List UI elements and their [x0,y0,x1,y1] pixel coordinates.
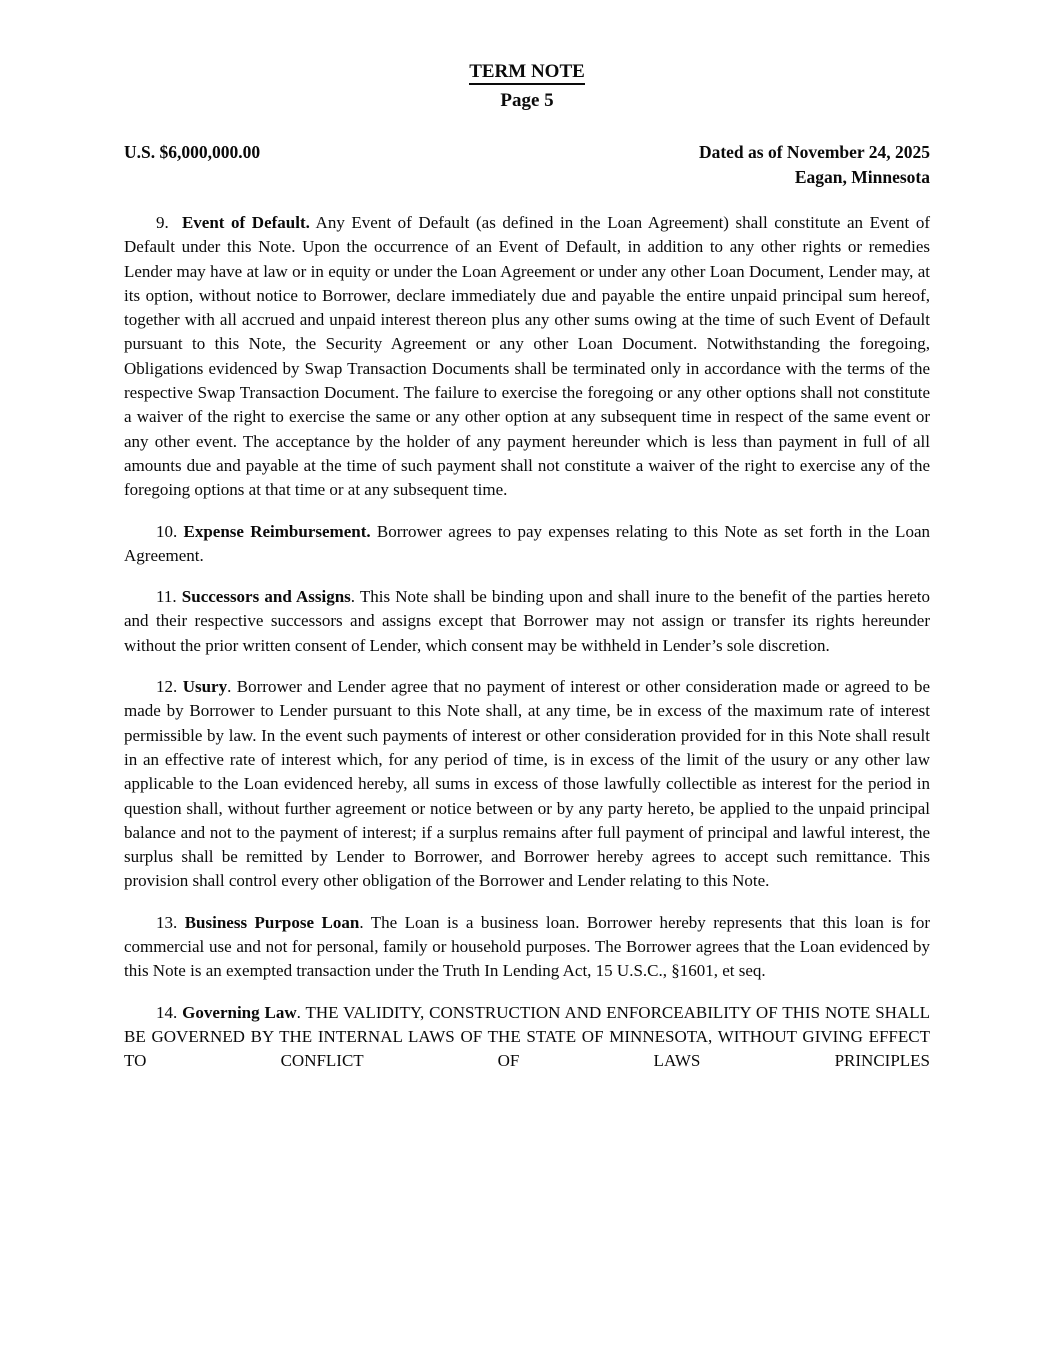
section-heading: Expense Reimbursement. [183,521,371,541]
date-location-block [699,140,930,189]
section-body: . THE VALIDITY, CONSTRUCTION AND ENFORCEABILITY OF THIS NOTE SHALL BE GOVERNED BY THE INTERNAL LAWS OF THE STATE OF MINNESOTA, WITHOUT GIVING EFFECT TO CONFLICT OF LAWS PRINCIPLES [124,1002,930,1071]
document-title-text: TERM NOTE [469,61,585,85]
section-heading: Business Purpose Loan [184,912,360,932]
section-heading: Usury [182,677,228,697]
section-number: 14. [156,1002,178,1022]
section-number: 11. [156,587,177,607]
section-body: Borrower agrees to pay expenses relating to this Note as set forth in the Loan Agreement. [124,521,930,565]
section-heading: Event of Default. [181,213,310,232]
section-13-business-purpose-loan [124,911,930,984]
document-meta-row [124,140,930,189]
document-content [124,60,930,1074]
section-heading: Successors and Assigns [181,587,351,607]
section-body: . The Loan is a business loan. Borrower hereby represents that this loan is for commercial use and not for personal, family or household purposes. The Borrower agrees that the Loan evidenced by this Note is an exempted transaction under the Truth In Lending Act, 15 U.S.C., §1601, et seq. [124,912,930,981]
section-number: 10. [156,521,178,541]
section-10-expense-reimbursement [124,520,930,569]
note-amount: U.S. $6,000,000.00 [124,142,261,162]
section-body: . Borrower and Lender agree that no payment of interest or other consideration made or agreed to be made by Borrower to Lender pursuant to this Note shall, at any time, be in excess of the maximum rate of interest permissible by law. In the event such payments of interest or other consideration provided for in this Note shall result in an effective rate of interest which, for any period of time, is in excess of the limit of the usury or any other law applicable to the Loan evidenced hereby, all sums in excess of those lawfully collectible as interest for the period in question shall, without further agreement or notice between or by any party hereto, be applied to the unpaid principal balance and not to the payment of interest; if a surplus remains after full payment of principal and lawful interest, the surplus shall be remitted by Lender to Borrower, and Borrower hereby agrees to accept such remittance. This provision shall control every other obligation of the Borrower and Lender relating to this Note. [124,677,930,891]
section-12-usury [124,675,930,894]
section-number: 12. [156,677,178,697]
section-number: 9. [156,213,169,232]
section-body: Any Event of Default (as defined in the Loan Agreement) shall constitute an Event of Default under this Note. Upon the occurrence of an Event of Default, in addition to any other rights or remedies Lender may have at law or in equity or under the Loan Agreement or under any other Loan Document, Lender may, at its option, without notice to Borrower, declare immediately due and payable the entire unpaid principal sum hereof, together with all accrued and unpaid interest thereon plus any other sums owing at the time of such Event of Default pursuant to this Note, the Security Agreement or any other Loan Document. Notwithstanding the foregoing, Obligations evidenced by Swap Transaction Documents shall be terminated only in accordance with the terms of the respective Swap Transaction Document. The failure to exercise the foregoing or any other options shall not constitute a waiver of the right to exercise the same or any other option at any subsequent time in respect of the same event or any other event. The acceptance by the holder of any payment hereunder which is less than payment in full of all amounts due and payable at the time of such payment shall not constitute a waiver of the right to exercise any of the foregoing options at that time or at any subsequent time. [124,213,931,500]
document-body [124,211,930,1074]
section-14-governing-law [124,1001,930,1074]
document-title [124,60,930,84]
dated-line: Dated as of November 24, 2025 [698,142,930,162]
section-11-successors-and-assigns [124,585,930,658]
page-number-label: Page 5 [500,90,554,111]
location-line: Eagan, Minnesota [794,166,930,187]
section-number: 13. [156,912,178,932]
section-body: . This Note shall be binding upon and shall inure to the benefit of the parties hereto and their respective successors and assigns except that Borrower may not assign or transfer its rights hereunder without the prior written consent of Lender, which consent may be withheld in Lender’s sole discretion. [124,587,930,655]
section-9-event-of-default [124,211,930,503]
section-heading: Governing Law [182,1002,297,1022]
